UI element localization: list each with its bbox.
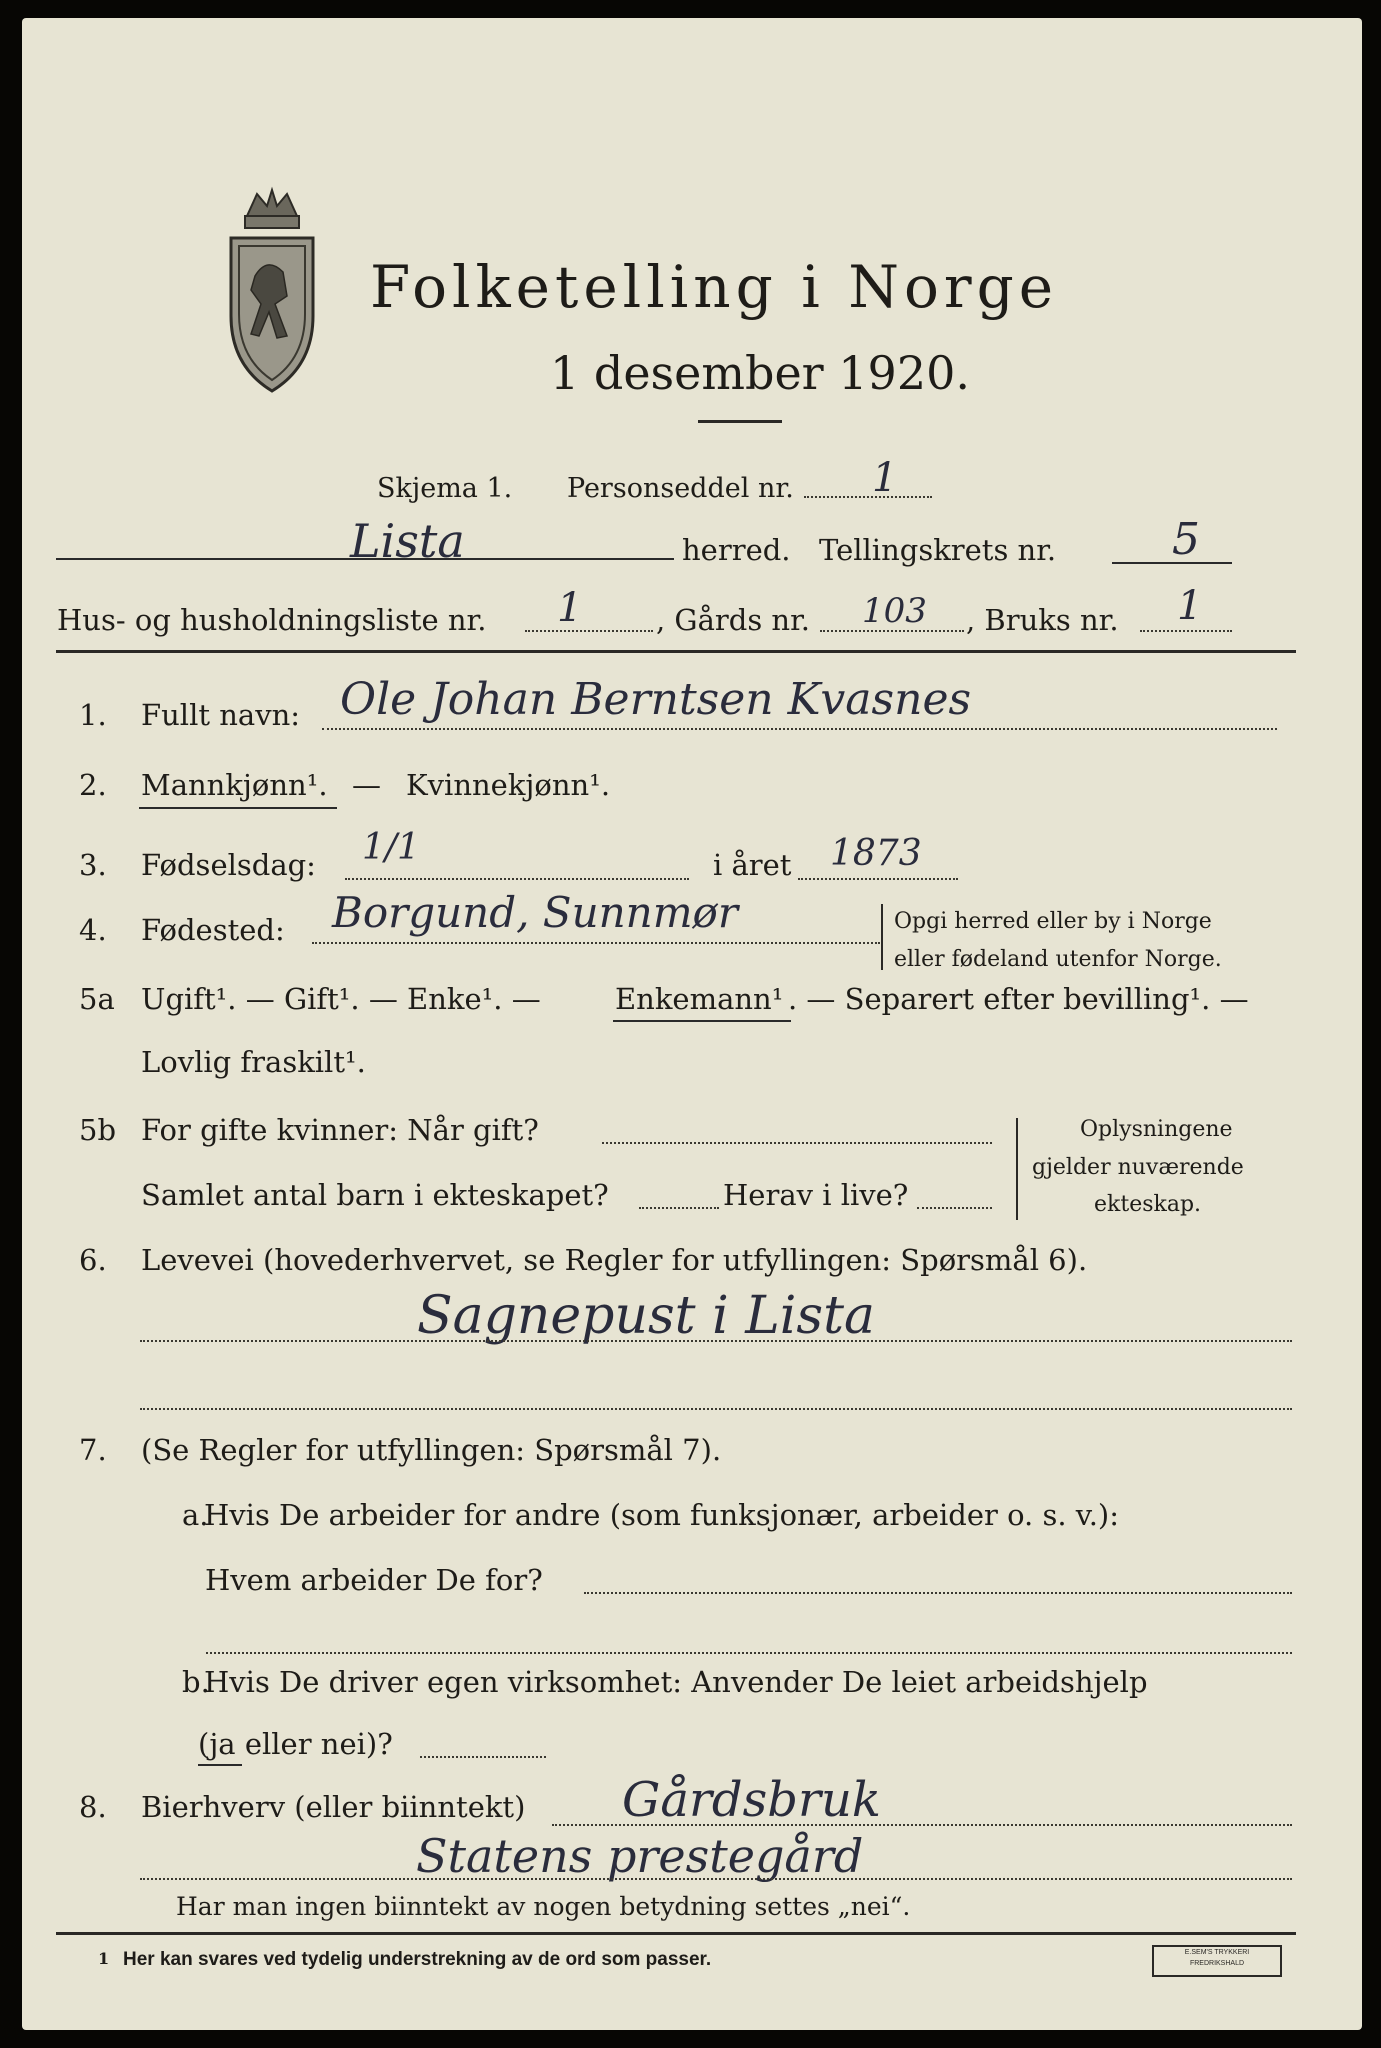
enkemann-underline — [613, 1020, 791, 1022]
full-name-field[interactable] — [322, 728, 1277, 730]
nar-gift-label: For gifte kvinner: Når gift? — [141, 1113, 539, 1147]
footnote-text: Her kan svares ved tydelig understrekning av de ord som passer. — [123, 1949, 712, 1970]
printer-stamp — [1152, 1945, 1282, 1977]
bierhverv-field-2[interactable] — [140, 1878, 1292, 1880]
arbeidshjelp-field[interactable] — [420, 1756, 546, 1758]
bierhverv-note: Har man ingen biinntekt av nogen betydning settes „nei“. — [176, 1892, 911, 1921]
bierhverv-value-2: Statens prestegård — [416, 1829, 864, 1883]
bierhverv-value-1: Gårdsbruk — [622, 1772, 881, 1828]
arbeidsgiver-field-1[interactable] — [584, 1592, 1292, 1594]
footer-rule — [56, 1932, 1296, 1935]
fodselsdag-field[interactable] — [345, 878, 689, 880]
herred-label: herred. — [682, 533, 791, 567]
title-divider — [698, 420, 782, 423]
q4-label: Fødested: — [141, 913, 285, 947]
q5a-number: 5a — [79, 982, 115, 1016]
5b-note-3: ekteskap. — [1094, 1192, 1202, 1217]
q3-number: 3. — [79, 848, 107, 882]
q7a-label: Hvis De arbeider for andre (som funksjonær, arbeider o. s. v.): — [204, 1498, 1120, 1532]
arbeidsgiver-field-2[interactable] — [206, 1652, 1292, 1654]
tellingskrets-label: Tellingskrets nr. — [819, 533, 1057, 567]
q3-label: Fødselsdag: — [141, 848, 316, 882]
form-title: Folketelling i Norge — [370, 253, 1059, 321]
q7b-question: (ja eller nei)? — [198, 1727, 393, 1761]
q5b-number: 5b — [79, 1113, 117, 1147]
fodested-note-1: Opgi herred eller by i Norge — [894, 909, 1212, 934]
q8-number: 8. — [79, 1790, 107, 1824]
q6-label: Levevei (hovederhvervet, se Regler for utfyllingen: Spørsmål 6). — [141, 1243, 1088, 1277]
q7b-number: b. — [182, 1665, 210, 1699]
husholdningsliste-value: 1 — [557, 585, 583, 631]
5b-note-1: Oplysningene — [1080, 1117, 1233, 1142]
q7a-question: Hvem arbeider De for? — [205, 1563, 543, 1597]
printer-stamp-line-1: E.SEM'S TRYKKERI — [1184, 1949, 1250, 1956]
nar-gift-field[interactable] — [602, 1142, 992, 1144]
fodested-field[interactable] — [312, 942, 880, 944]
antal-barn-label: Samlet antal barn i ekteskapet? — [141, 1178, 609, 1212]
levevei-field-2[interactable] — [140, 1408, 1292, 1410]
gards-label: , Gårds nr. — [656, 603, 810, 637]
q6-number: 6. — [79, 1243, 107, 1277]
q8-label: Bierhverv (eller biinntekt) — [141, 1790, 526, 1824]
fraskilt-option[interactable]: Lovlig fraskilt¹. — [141, 1045, 366, 1079]
q7b-label: Hvis De driver egen virksomhet: Anvender De leiet arbeidshjelp — [204, 1665, 1148, 1699]
tellingskrets-value: 5 — [1172, 514, 1200, 565]
fodested-value: Borgund, Sunnmør — [332, 888, 738, 937]
year-value: 1873 — [830, 833, 922, 874]
year-field[interactable] — [798, 878, 958, 880]
ja-underline — [198, 1764, 242, 1766]
mannkjonn-option[interactable]: Mannkjønn¹. — [141, 768, 328, 802]
footnote-mark: 1 — [98, 1949, 110, 1968]
full-name-value: Ole Johan Berntsen Kvasnes — [340, 674, 972, 725]
husholdningsliste-label: Hus- og husholdningsliste nr. — [57, 603, 487, 637]
5b-note-2: gjelder nuværende — [1032, 1155, 1244, 1180]
i-live-field[interactable] — [917, 1207, 992, 1209]
sivilstand-options[interactable]: Ugift¹. — Gift¹. — Enke¹. — — [141, 982, 541, 1016]
levevei-field-1[interactable] — [140, 1340, 1292, 1342]
q4-number: 4. — [79, 913, 107, 947]
fodested-bracket — [881, 904, 889, 970]
personseddel-label: Personseddel nr. — [567, 473, 794, 504]
q1-number: 1. — [79, 698, 107, 732]
personseddel-field[interactable] — [804, 496, 932, 498]
gards-value: 103 — [862, 591, 927, 631]
kvinnekjonn-option[interactable]: Kvinnekjønn¹. — [406, 768, 611, 802]
bruks-label: , Bruks nr. — [966, 603, 1119, 637]
enkemann-option[interactable]: Enkemann¹ — [615, 982, 784, 1016]
census-form — [22, 18, 1362, 2030]
mannkjonn-underline — [139, 807, 337, 809]
antal-barn-field[interactable] — [639, 1207, 719, 1209]
year-label: i året — [713, 848, 792, 882]
fodested-note-2: eller fødeland utenfor Norge. — [894, 947, 1222, 972]
levevei-value: Sagnepust i Lista — [417, 1286, 875, 1346]
header-rule — [56, 650, 1296, 653]
q2-separator: — — [352, 768, 381, 802]
bruks-value: 1 — [1177, 583, 1203, 629]
q7-number: 7. — [79, 1433, 107, 1467]
fodselsdag-value: 1/1 — [362, 827, 420, 868]
coat-of-arms-icon — [217, 186, 327, 396]
bierhverv-field-1[interactable] — [552, 1824, 1292, 1826]
skjema-label: Skjema 1. — [377, 473, 513, 504]
i-live-label: Herav i live? — [723, 1178, 909, 1212]
form-date: 1 desember 1920. — [550, 346, 970, 400]
sivilstand-options-rest[interactable]: . — Separert efter bevilling¹. — — [788, 982, 1249, 1016]
q1-label: Fullt navn: — [141, 698, 301, 732]
q7a-number: a. — [182, 1498, 209, 1532]
husholdningsliste-field[interactable] — [525, 630, 653, 632]
personseddel-value: 1 — [872, 455, 898, 501]
q7-label: (Se Regler for utfyllingen: Spørsmål 7). — [141, 1433, 722, 1467]
5b-bracket — [1016, 1118, 1024, 1220]
q2-number: 2. — [79, 768, 107, 802]
bruks-field[interactable] — [1140, 630, 1232, 632]
herred-value: Lista — [350, 514, 465, 568]
printer-stamp-line-2: FREDRIKSHALD — [1189, 1960, 1245, 1967]
